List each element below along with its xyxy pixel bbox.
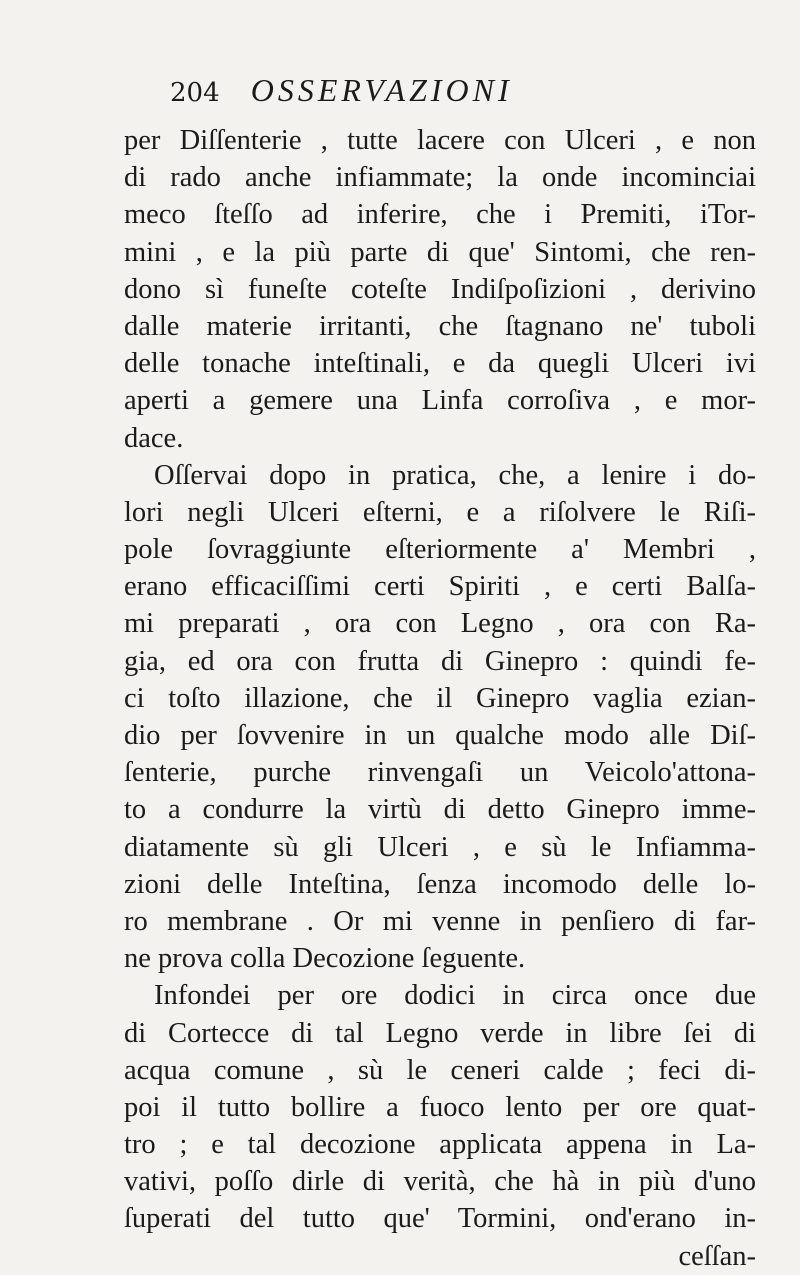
text-line: gia, ed ora con frutta di Ginepro : quindi fe-	[124, 645, 756, 677]
catchword: ceſſan-	[678, 1240, 756, 1272]
text-line: poi il tutto bollire a fuoco lento per ore quat-	[124, 1091, 756, 1123]
text-line: tro ; e tal decozione applicata appena in La-	[124, 1129, 756, 1161]
running-title: OSSERVAZIONI	[250, 72, 513, 108]
text-line: acqua comune , sù le ceneri calde ; feci di-	[124, 1054, 756, 1086]
text-line: per Diſſenterie , tutte lacere con Ulceri , e non	[124, 125, 756, 156]
text-line: di rado anche infiammate; la onde incominciai	[124, 162, 756, 194]
text-line: ro membrane . Or mi venne in penſiero di far-	[124, 905, 756, 937]
text-line: lori negli Ulceri eſterni, e a riſolvere le Riſi-	[124, 496, 756, 528]
text-line: erano efficaciſſimi certi Spiriti , e certi Balſa-	[124, 571, 756, 603]
text-line: aperti a gemere una Linfa corroſiva , e mor-	[124, 385, 756, 417]
text-line: pole ſovraggiunte eſteriormente a' Membri ,	[124, 534, 756, 566]
text-line: ci toſto illazione, che il Ginepro vaglia ezian-	[124, 682, 756, 714]
text-line: zioni delle Inteſtina, ſenza incomodo delle lo-	[124, 868, 756, 900]
text-line: delle tonache inteſtinali, e da quegli Ulceri ivi	[124, 348, 756, 380]
text-line: mi preparati , ora con Legno , ora con Ra-	[124, 608, 756, 640]
page-number: 204	[170, 78, 220, 108]
text-line: vativi, poſſo dirle di verità, che hà in più d'uno	[124, 1166, 756, 1198]
text-line: ne prova colla Decozione ſeguente.	[124, 943, 526, 975]
text-line: diatamente sù gli Ulceri , e sù le Infiamma-	[124, 831, 756, 863]
body-text	[124, 122, 756, 1275]
text-line: di Cortecce di tal Legno verde in libre ſei di	[124, 1017, 756, 1049]
text-line: dalle materie irritanti, che ſtagnano ne' tuboli	[124, 310, 756, 342]
text-line: dace.	[124, 422, 184, 454]
text-line: to a condurre la virtù di detto Ginepro imme-	[124, 794, 756, 826]
text-line: dono sì funeſte coteſte Indiſpoſizioni , derivino	[124, 273, 756, 305]
paragraph-start-line: Infondei per ore dodici in circa once due	[154, 980, 756, 1012]
text-line: meco ſteſſo ad inferire, che i Premiti, iTor-	[124, 199, 756, 231]
text-line: ſuperati del tutto que' Tormini, ond'erano in-	[124, 1203, 756, 1235]
running-head	[170, 72, 513, 112]
paragraph-start-line: Oſſervai dopo in pratica, che, a lenire i do-	[154, 459, 756, 491]
text-line: ſenterie, purche rinvengaſi un Veicolo'attona-	[124, 757, 756, 789]
text-line: mini , e la più parte di que' Sintomi, che ren-	[124, 236, 756, 268]
text-line: dio per ſovvenire in un qualche modo alle Diſ-	[124, 720, 756, 751]
